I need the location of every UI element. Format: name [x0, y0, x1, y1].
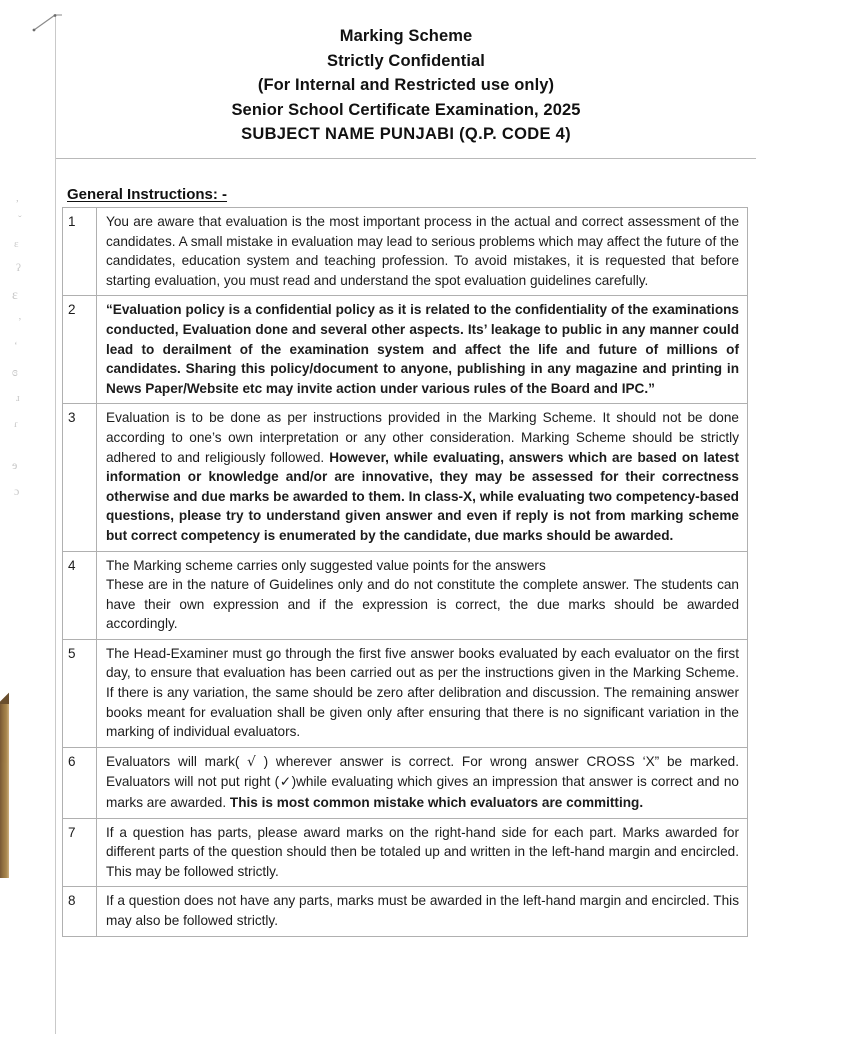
instruction-number: 7	[63, 818, 97, 887]
header-line-exam: Senior School Certificate Examination, 2025	[231, 100, 581, 119]
scan-speck: ʔ	[16, 262, 21, 274]
instruction-regular-text: )while evaluating which gives an impression that answer is correct and no marks are awarded.	[106, 774, 739, 811]
instruction-regular-text: Evaluators will mark(	[106, 753, 248, 769]
instruction-text: The Head-Examiner must go through the first five answer books evaluated by each evaluator on the first day, to ensure that evaluation has been carried out as per the instructions given in the Marking Scheme. If there is any variation, the same should be zero after delibration and discussion. The remaining answer books meant for evaluation shall be given only after ensuring that there is no significant variation in the marking of individual evaluators.	[97, 639, 748, 747]
scan-speck: ɹ	[16, 392, 20, 404]
table-row	[63, 296, 748, 404]
instruction-regular-text: Evaluation is to be done as per instructions provided in the Marking Scheme. It should not be done according to one’s own interpretation or any other consideration. Marking Scheme should be strictly adhered to and religiously followed.	[106, 410, 739, 465]
header-line-confidential: Strictly Confidential	[327, 51, 485, 70]
instruction-number: 2	[63, 296, 97, 404]
table-row	[63, 747, 748, 818]
page-border-left-line	[55, 14, 56, 1034]
scan-edge-strip	[0, 702, 9, 878]
scan-speck: ,	[16, 192, 19, 204]
instruction-text	[97, 296, 748, 404]
table-row	[63, 551, 748, 639]
header-line-subject: SUBJECT NAME PUNJABI (Q.P. CODE 4)	[241, 125, 571, 143]
scan-speck: ɾ	[14, 418, 18, 430]
scan-speck: ɘ	[12, 458, 18, 472]
instruction-text	[97, 551, 748, 639]
table-row	[63, 818, 748, 887]
header-divider-rule	[56, 158, 756, 159]
instruction-bold-text: “Evaluation policy is a confidential policy as it is related to the confidentiality of the examinations conducted, Evaluation done and several other aspects. Its’ leakage to public in any manner could lead to derailment of the examination system and affect the life and future of millions of candidates. Sharing this policy/document to anyone, publishing in any magazine and printing in News Paper/Website etc may invite action under various rules of the Board and IPC.”	[106, 302, 739, 396]
scan-speck: ʻ	[14, 340, 18, 352]
table-row	[63, 404, 748, 551]
instruction-line: These are in the nature of Guidelines only and do not constitute the complete answer. The students can have their own expression and if the expression is correct, the due marks should be awarded accordingly.	[106, 577, 739, 632]
general-instructions-heading: General Instructions: -	[67, 186, 228, 203]
check-mark-bold-icon: ✓	[279, 774, 292, 791]
instruction-text	[97, 747, 748, 818]
header-line-usage: (For Internal and Restricted use only)	[257, 76, 555, 94]
header-line-title: Marking Scheme	[339, 27, 473, 45]
scan-speck: ʼ	[18, 316, 22, 328]
instruction-number: 6	[63, 747, 97, 818]
instruction-bold-text: However, while evaluating, answers which are based on latest information or knowledge and/or are innovative, they may be assessed for their correctness otherwise and due marks be awarded to them. In class-X, while evaluating two competency-based questions, please try to understand given answer and even if reply is not from marking scheme but correct competency is enumerated by the candidate, due marks should be awarded.	[106, 449, 739, 543]
instructions-table	[62, 207, 748, 937]
instruction-number: 4	[63, 551, 97, 639]
table-row	[63, 887, 748, 936]
instruction-number: 5	[63, 639, 97, 747]
instruction-text: If a question does not have any parts, marks must be awarded in the left-hand margin and encircled. This may also be followed strictly.	[97, 887, 748, 936]
scan-speck: ɛ	[12, 288, 18, 303]
scan-speck: ɛ	[14, 238, 19, 250]
instruction-bold-text: This is most common mistake which evaluators are committing.	[229, 795, 644, 811]
table-row	[63, 639, 748, 747]
scan-speck: ˇ	[18, 214, 22, 226]
instruction-text: You are aware that evaluation is the most important process in the actual and correct assessment of the candidates. A small mistake in evaluation may lead to serious problems which may affect the future of the candidates, education system and teaching profession. To avoid mistakes, it is requested that before starting evaluation, you must read and understand the spot evaluation guidelines carefully.	[97, 208, 748, 296]
table-row	[63, 208, 748, 296]
instruction-number: 8	[63, 887, 97, 936]
instruction-number: 1	[63, 208, 97, 296]
check-mark-thin-icon: √	[247, 753, 256, 770]
scan-speck: ɞ	[12, 364, 18, 379]
document-header	[56, 24, 756, 147]
instruction-regular-text: ) wherever answer is correct. For wrong answer CROSS ‘X” be marked. Evaluators will not put right (	[106, 753, 739, 790]
instruction-text: If a question has parts, please award marks on the right-hand side for each part. Marks awarded for different parts of the question should then be totaled up and written in the left-hand margin and encircled. This may be followed strictly.	[97, 818, 748, 887]
instruction-line: The Marking scheme carries only suggested value points for the answers	[106, 557, 546, 573]
instruction-text	[97, 404, 748, 551]
instruction-number: 3	[63, 404, 97, 551]
scan-speck: ɔ	[14, 484, 20, 498]
